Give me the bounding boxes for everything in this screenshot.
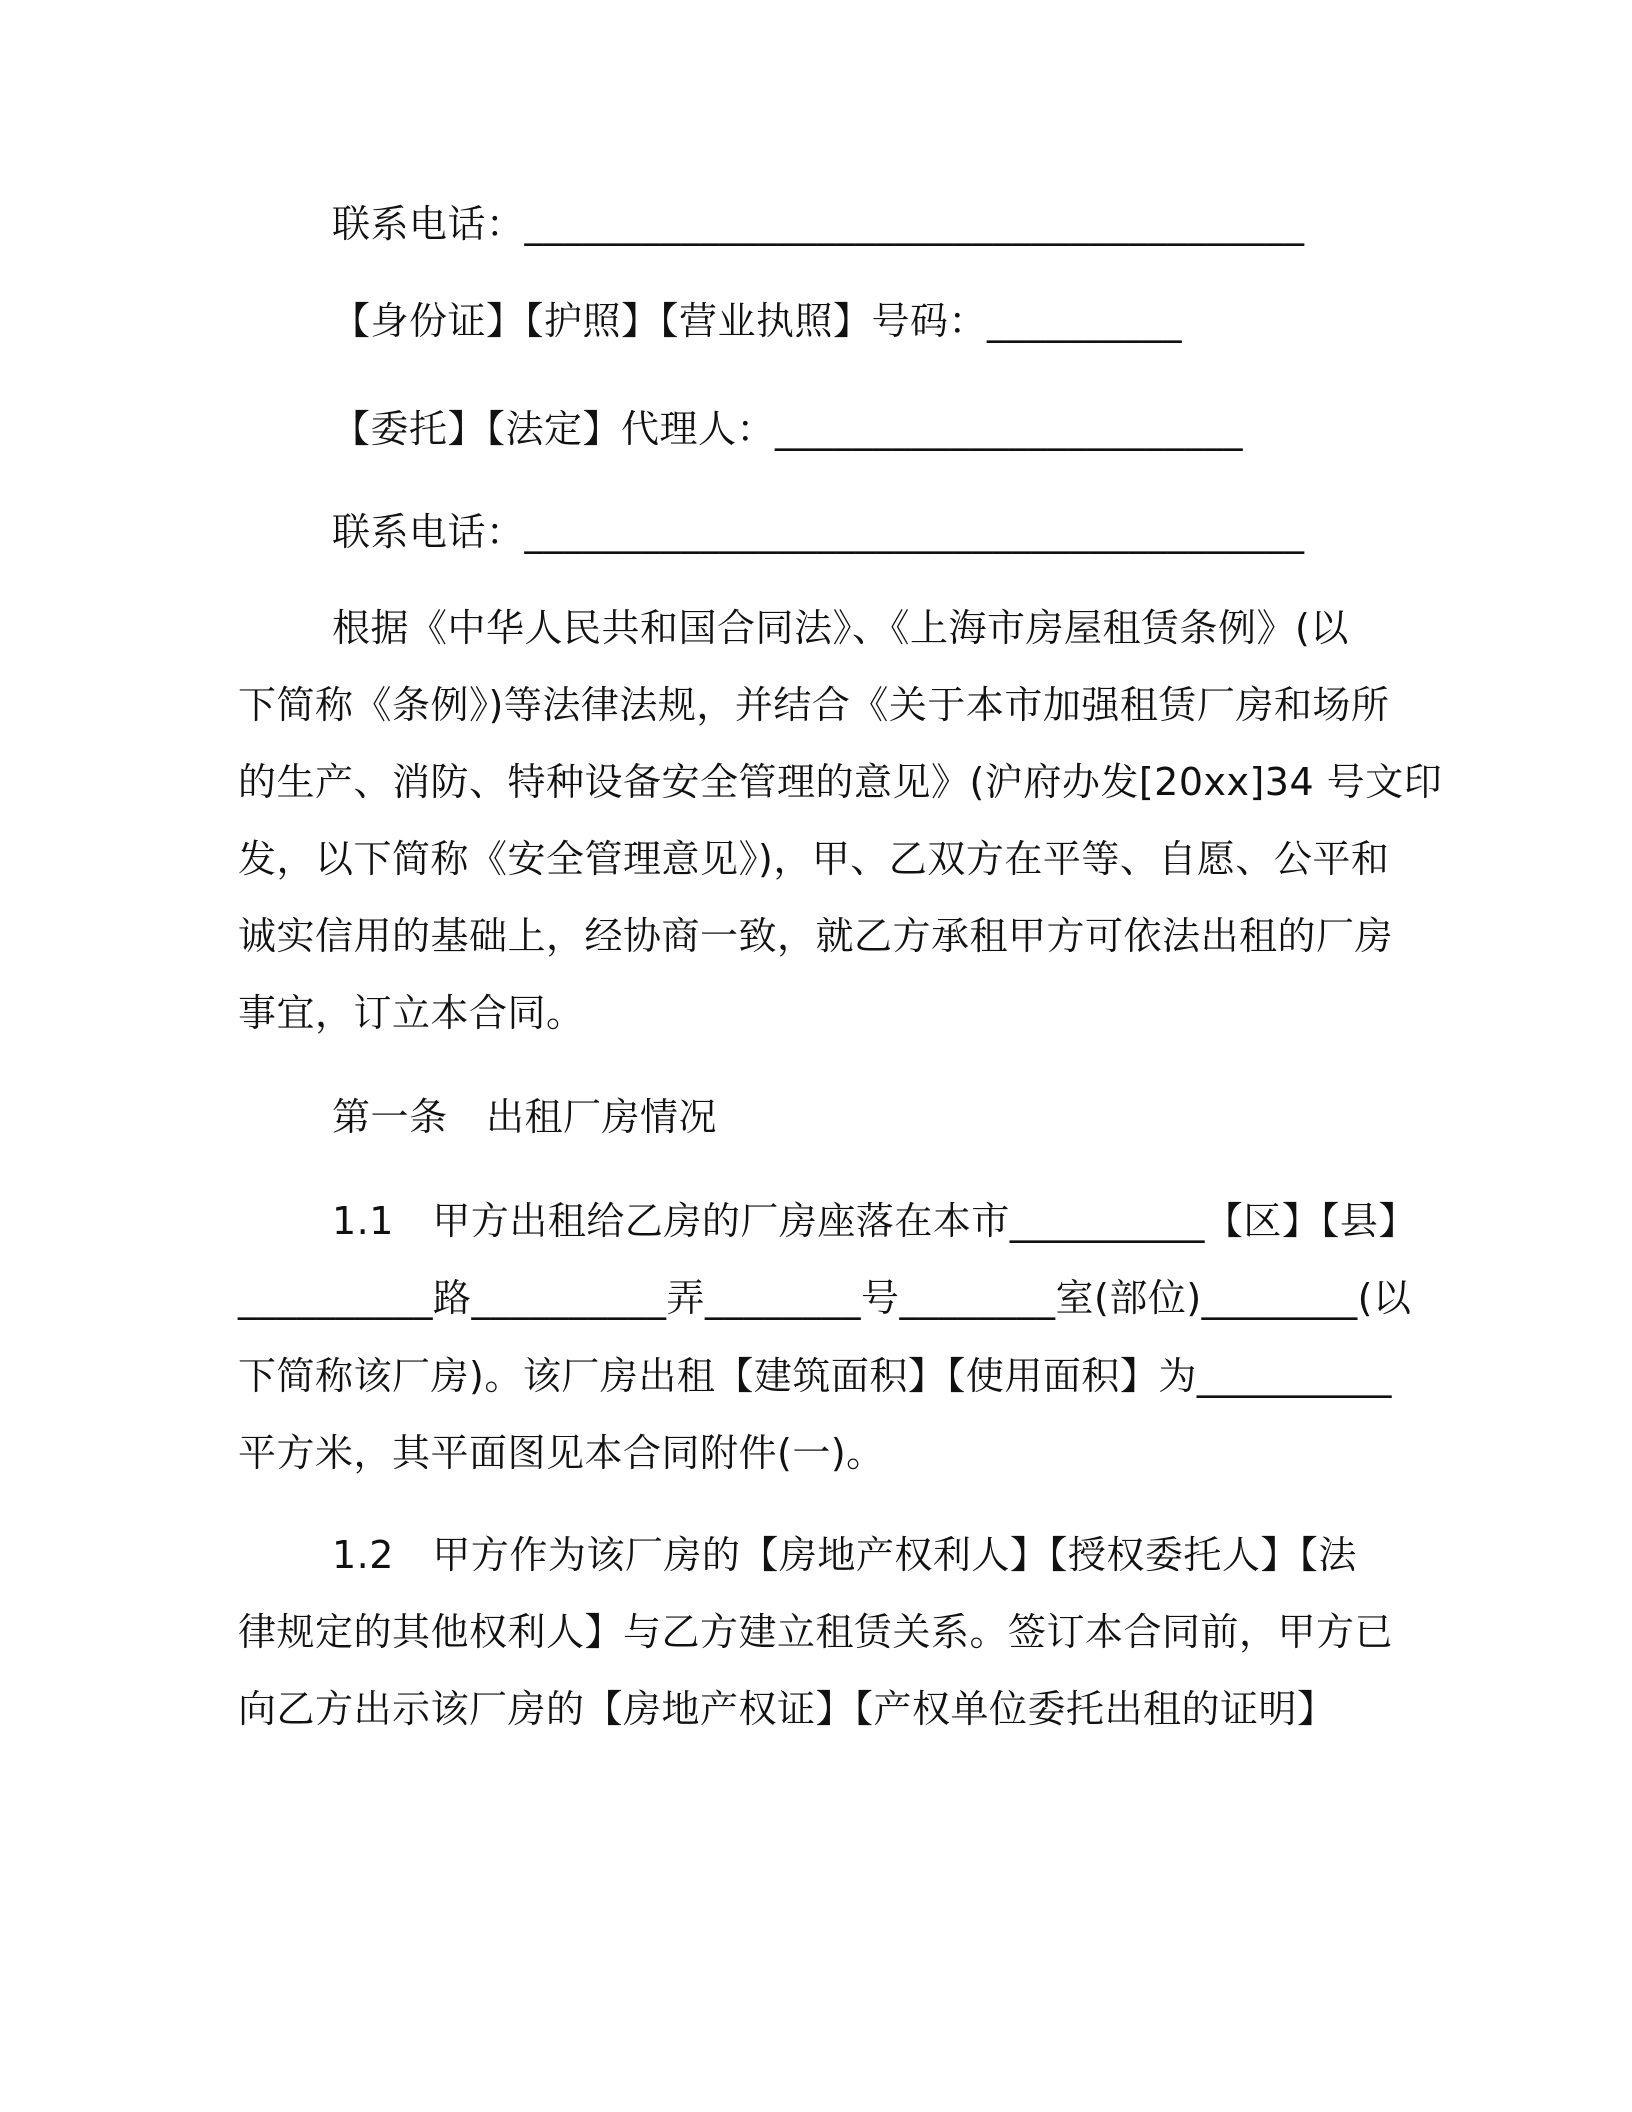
clause-1-2-line-2: 律规定的其他权利人】与乙方建立租赁关系。签订本合同前，甲方已 [238,1610,1394,1654]
clause-1-2-line-3: 向乙方出示该厂房的【房地产权证】【产权单位委托出租的证明】 [238,1687,1336,1731]
clause-1-1-line-3: 下简称该厂房)。该厂房出租【建筑面积】【使用面积】为__________ [238,1354,1392,1398]
preamble-line-5: 诚实信用的基础上，经协商一致，就乙方承租甲方可依法出租的厂房 [238,914,1394,958]
contact-phone-line-2: 联系电话：________________________________________ [332,510,1305,554]
contact-phone-line-1: 联系电话：________________________________________ [332,202,1305,246]
preamble-line-2: 下简称《条例》)等法律法规，并结合《关于本市加强租赁厂房和场所 [238,683,1390,727]
clause-1-2-line-1: 1.2 甲方作为该厂房的【房地产权利人】【授权委托人】【法 [332,1533,1357,1577]
clause-1-1-line-2: __________路__________弄________号________室(部位)________(以 [238,1276,1412,1320]
preamble-line-6: 事宜，订立本合同。 [238,991,585,1035]
clause-1-1-line-1: 1.1 甲方出租给乙房的厂房座落在本市__________【区】【县】 [332,1199,1417,1243]
preamble-line-3: 的生产、消防、特种设备安全管理的意见》(沪府办发[20xx]34 号文印 [238,760,1443,804]
article-1-heading: 第一条 出租厂房情况 [332,1095,718,1139]
preamble-line-1: 根据《中华人民共和国合同法》、《上海市房屋租赁条例》(以 [332,606,1349,650]
id-number-line: 【身份证】【护照】【营业执照】号码：__________ [332,299,1183,343]
clause-1-1-line-4: 平方米，其平面图见本合同附件(一)。 [238,1431,885,1475]
preamble-line-4: 发，以下简称《安全管理意见》)，甲、乙双方在平等、自愿、公平和 [238,837,1390,881]
agent-line: 【委托】【法定】代理人：________________________ [332,407,1244,451]
